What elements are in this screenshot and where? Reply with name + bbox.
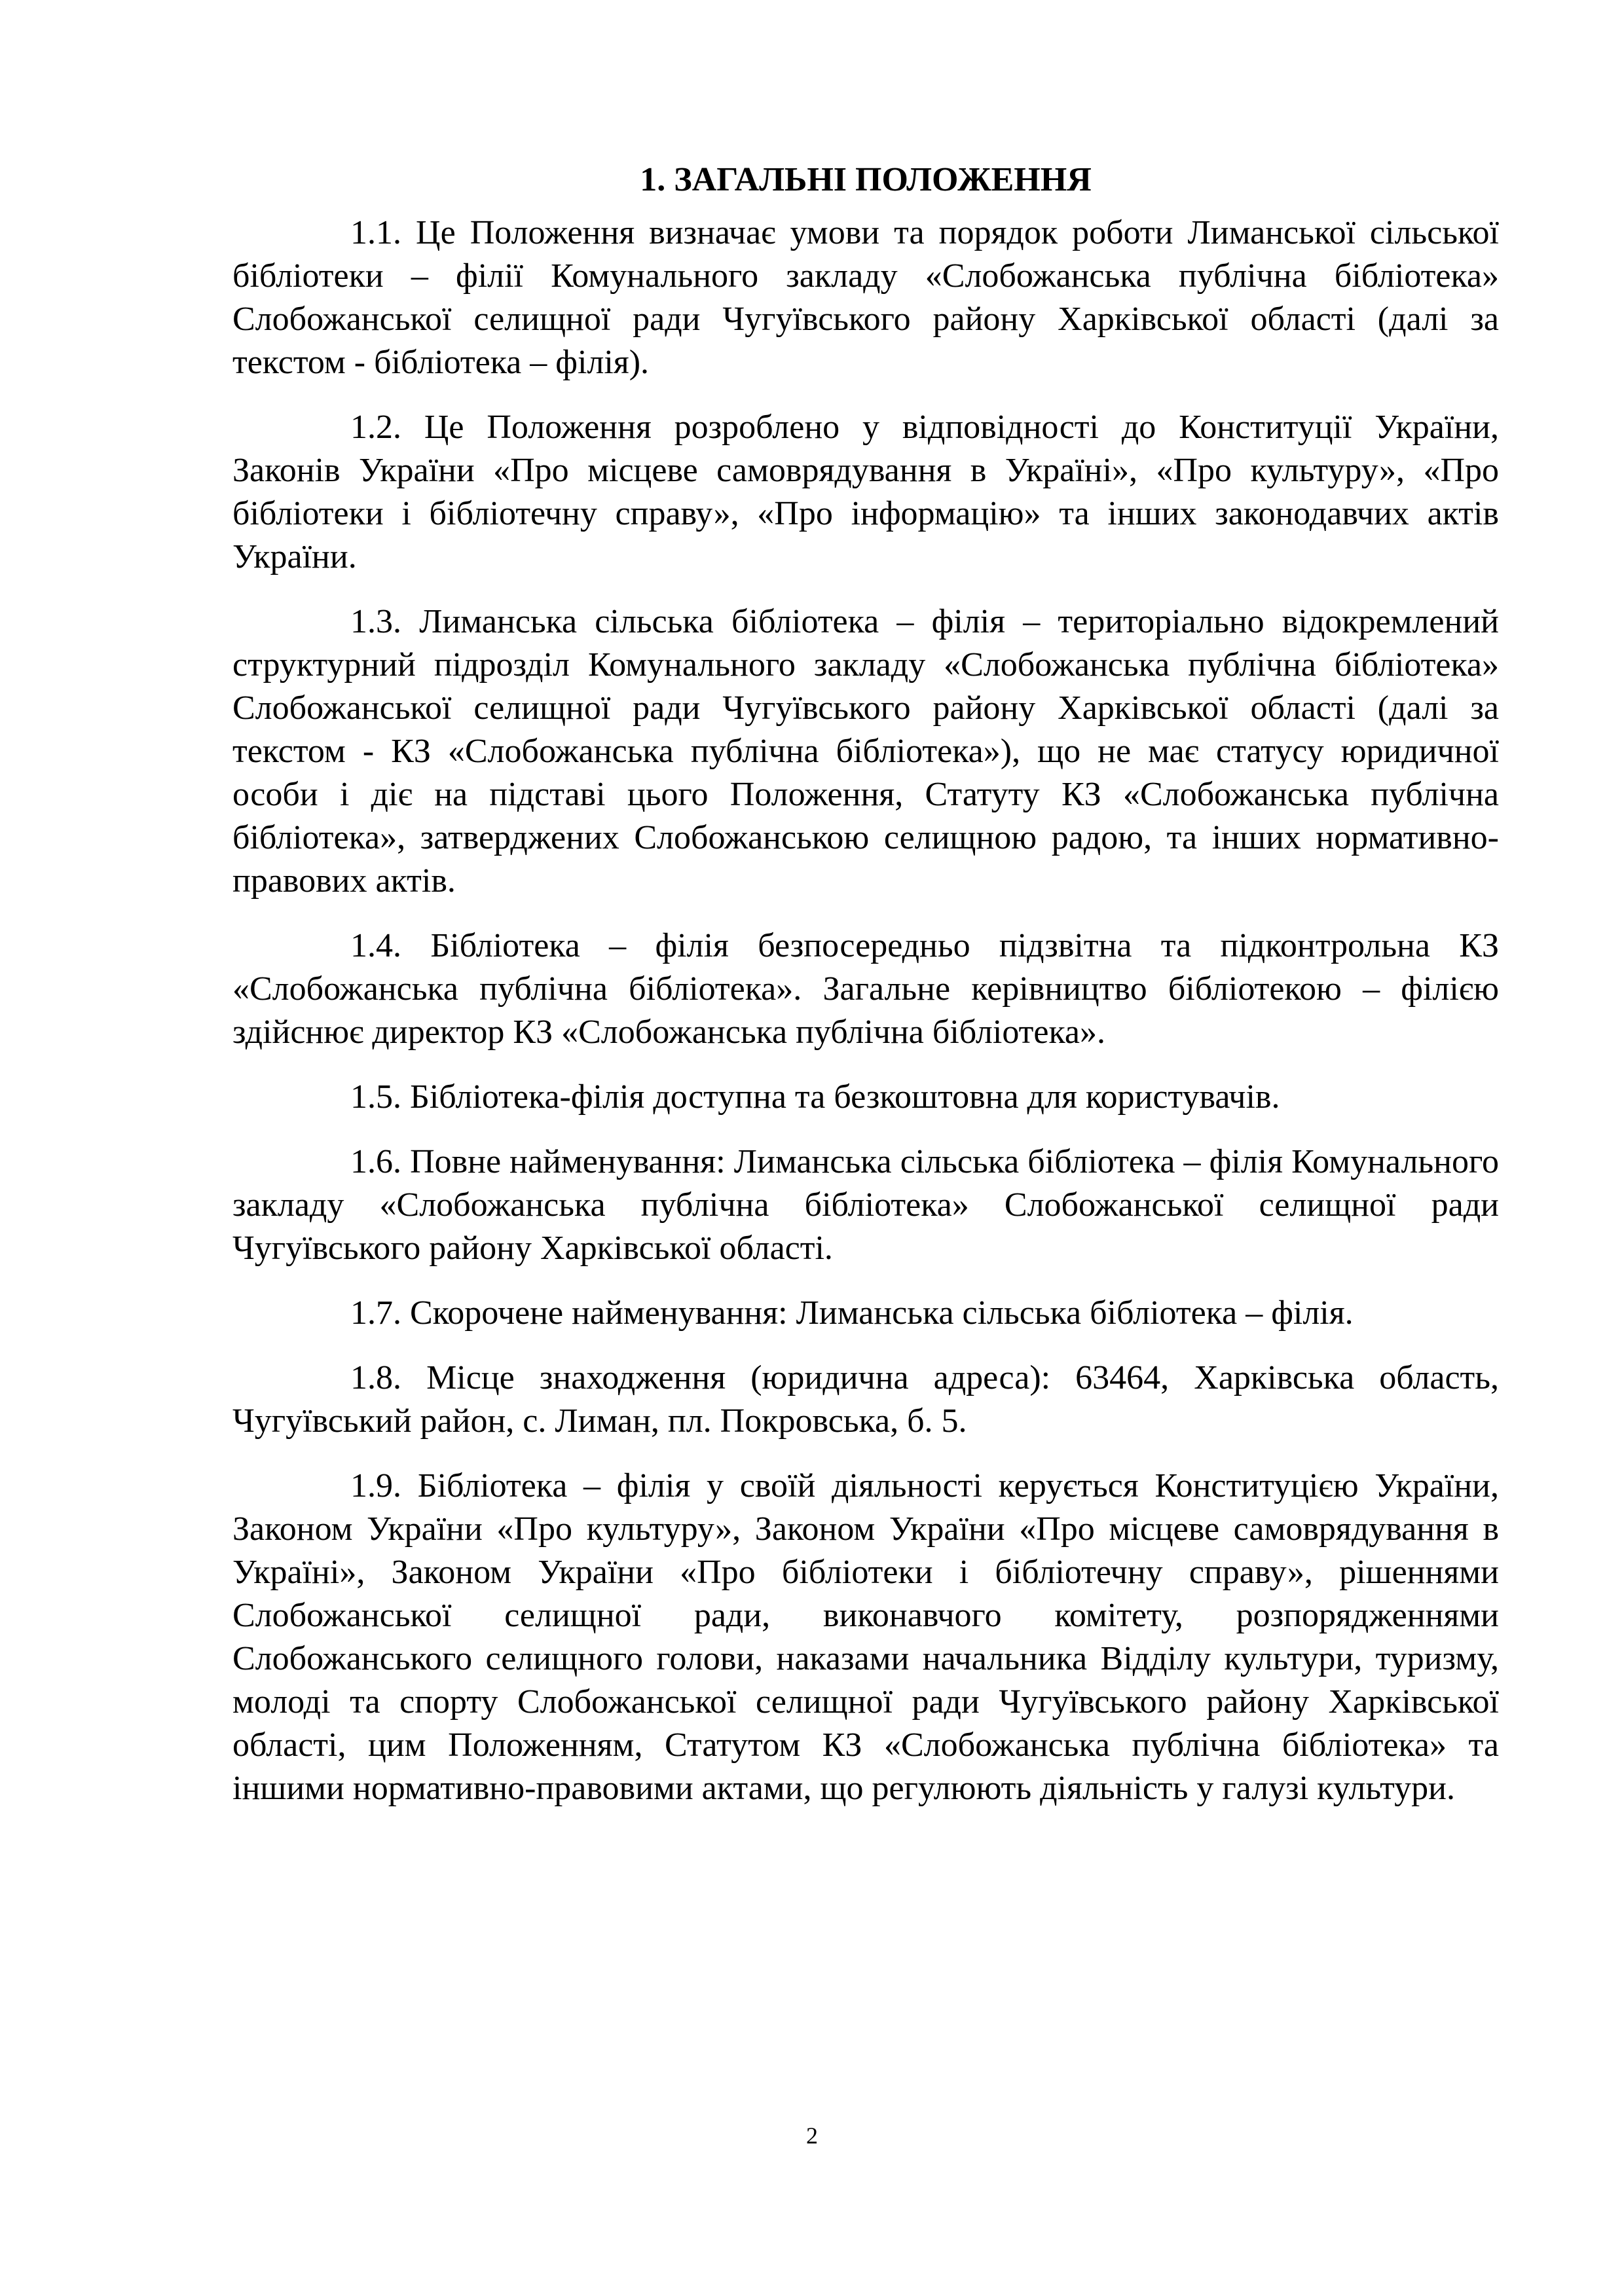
paragraph-1-5: 1.5. Бібліотека-філія доступна та безкоштовна для користувачів. <box>350 1078 1280 1116</box>
paragraph-1-9: 1.9. Бібліотека – філія у своїй діяльності керується Конституцією України, Законом України «Про культуру», Законом України «Про місцеве самоврядування в Україні», Законом України «Про бібліотеки і бібліотечну справу», рішеннями Слобожанської селищної ради, виконавчого комітету, розпорядженнями Слобожанського селищного голови, наказами начальника Відділу культури, туризму, молоді та спорту Слобожанської селищної ради Чугуївського району Харківської області, цим Положенням, Статутом КЗ «Слобожанська публічна бібліотека» та іншими нормативно-правовими актами, що регулюють діяльність у галузі культури. <box>232 1467 1499 1807</box>
paragraph-1-4: 1.4. Бібліотека – філія безпосередньо підзвітна та підконтрольна КЗ «Слобожанська публічна бібліотека». Загальне керівництво бібліотекою – філією здійснює директор КЗ «Слобожанська публічна бібліотека». <box>232 927 1499 1051</box>
page-number: 2 <box>806 2123 818 2149</box>
document-body <box>232 211 1499 1832</box>
paragraph-1-1: 1.1. Це Положення визначає умови та порядок роботи Лиманської сільської бібліотеки – філії Комунального закладу «Слобожанська публічна бібліотека» Слобожанської селищної ради Чугуївського району Харківської області (далі за текстом - бібліотека – філія). <box>232 214 1499 381</box>
paragraph-1-8: 1.8. Місце знаходження (юридична адреса): 63464, Харківська область, Чугуївський район, с. Лиман, пл. Покровська, б. 5. <box>232 1359 1499 1440</box>
section-heading: 1. ЗАГАЛЬНІ ПОЛОЖЕННЯ <box>640 161 1092 198</box>
paragraph-1-6: 1.6. Повне найменування: Лиманська сільська бібліотека – філія Комунального закладу «Слобожанська публічна бібліотека» Слобожанської селищної ради Чугуївського району Харківської області. <box>232 1143 1499 1267</box>
paragraph-1-7: 1.7. Скорочене найменування: Лиманська сільська бібліотека – філія. <box>350 1294 1354 1332</box>
paragraph-1-2: 1.2. Це Положення розроблено у відповідності до Конституції України, Законів України «Про місцеве самоврядування в Україні», «Про культуру», «Про бібліотеки і бібліотечну справу», «Про інформацію» та інших законодавчих актів України. <box>232 409 1499 575</box>
paragraph-1-3: 1.3. Лиманська сільська бібліотека – філія – територіально відокремлений структурний підрозділ Комунального закладу «Слобожанська публічна бібліотека» Слобожанської селищної ради Чугуївського району Харківської області (далі за текстом - КЗ «Слобожанська публічна бібліотека»), що не має статусу юридичної особи і діє на підставі цього Положення, Статуту КЗ «Слобожанська публічна бібліотека», затверджених Слобожанською селищною радою, та інших нормативно-правових актів. <box>232 603 1499 900</box>
